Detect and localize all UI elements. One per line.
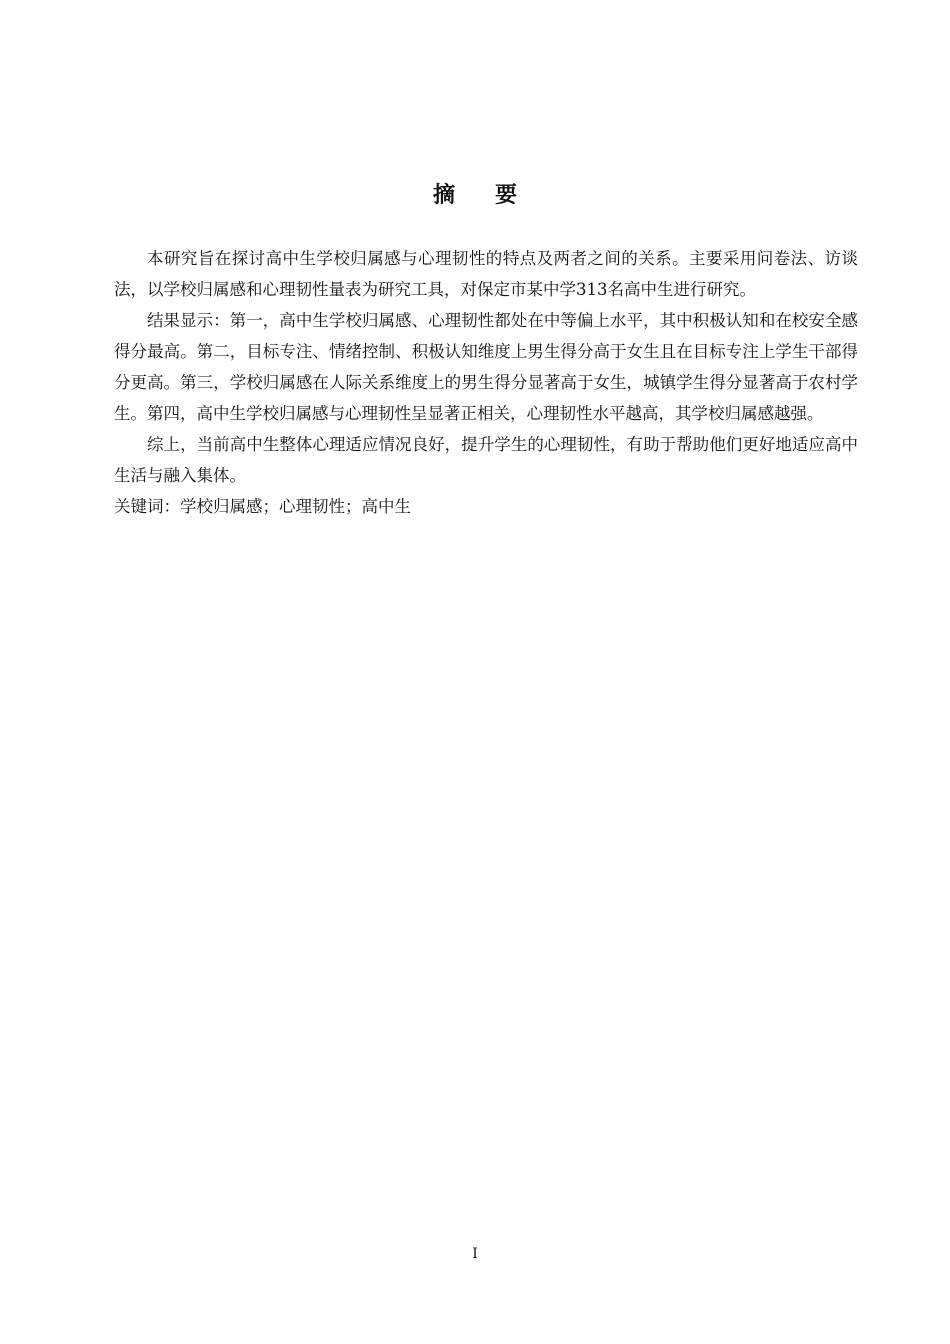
keywords-line: 关键词：学校归属感；心理韧性；高中生 xyxy=(114,497,411,516)
page-number: I xyxy=(472,1246,478,1262)
abstract-body xyxy=(114,243,858,522)
abstract-title: 摘要 xyxy=(432,182,557,208)
abstract-paragraph-3: 综上，当前高中生整体心理适应情况良好，提升学生的心理韧性，有助于帮助他们更好地适应高中生活与融入集体。 xyxy=(114,435,858,485)
abstract-paragraph-1: 本研究旨在探讨高中生学校归属感与心理韧性的特点及两者之间的关系。主要采用问卷法、访谈法，以学校归属感和心理韧性量表为研究工具，对保定市某中学313名高中生进行研究。 xyxy=(114,249,858,299)
abstract-paragraph-2: 结果显示：第一，高中生学校归属感、心理韧性都处在中等偏上水平，其中积极认知和在校安全感得分最高。第二，目标专注、情绪控制、积极认知维度上男生得分高于女生且在目标专注上学生干部得分更高。第三，学校归属感在人际关系维度上的男生得分显著高于女生，城镇学生得分显著高于农村学生。第四，高中生学校归属感与心理韧性呈显著正相关，心理韧性水平越高，其学校归属感越强。 xyxy=(114,311,858,423)
